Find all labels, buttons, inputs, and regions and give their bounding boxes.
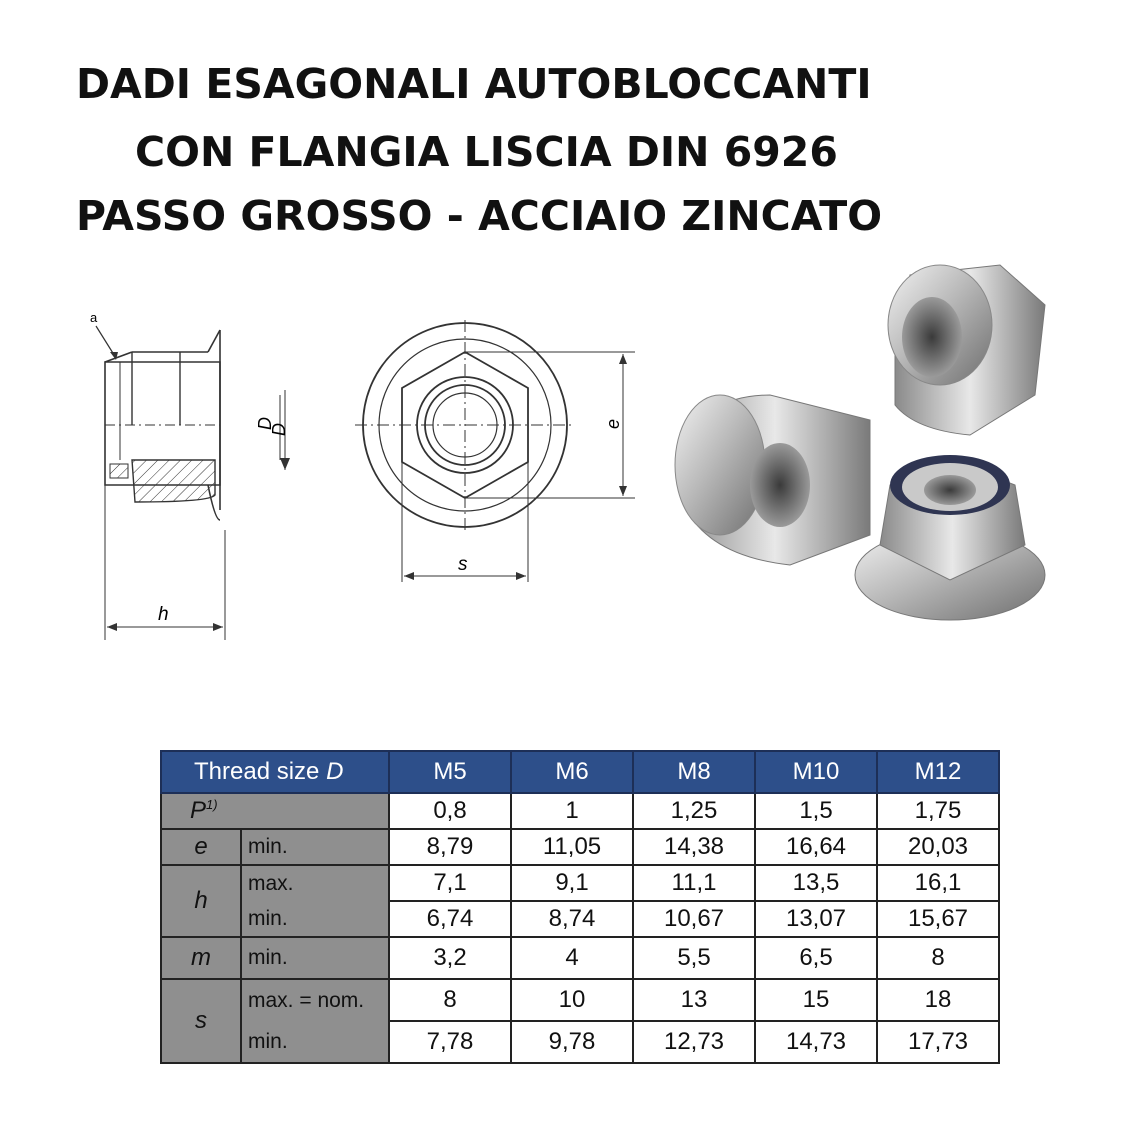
table-cell: 17,73 [877, 1021, 999, 1063]
table-cell: 15 [755, 979, 877, 1021]
table-cell: 10,67 [633, 901, 755, 937]
table-row [161, 829, 999, 865]
symbol-m: m [161, 937, 241, 979]
table-cell: 13 [633, 979, 755, 1021]
header-size: M5 [389, 751, 511, 793]
footnote-mark: 1) [206, 797, 218, 812]
table-cell: 8,79 [389, 829, 511, 865]
table-cell: 11,05 [511, 829, 633, 865]
table-row [161, 937, 999, 979]
table-cell: 1,5 [755, 793, 877, 829]
header-symbol: D [326, 758, 344, 785]
table-row [161, 865, 999, 901]
table-cell: 1,25 [633, 793, 755, 829]
symbol-P: P [190, 797, 207, 824]
nut-nylon [855, 455, 1045, 620]
table-cell: 6,74 [389, 901, 511, 937]
label-e: e [603, 418, 623, 429]
title-line-3: PASSO GROSSO - ACCIAIO ZINCATO [76, 192, 883, 240]
table-cell: 11,1 [633, 865, 755, 901]
front-view-drawing [340, 320, 640, 590]
svg-text:D: D [269, 423, 289, 436]
qualifier: min. [241, 937, 389, 979]
symbol-h: h [161, 865, 241, 937]
table-cell: 8 [877, 937, 999, 979]
table-cell: 9,78 [511, 1021, 633, 1063]
header-size: M6 [511, 751, 633, 793]
title-line-1: DADI ESAGONALI AUTOBLOCCANTI [76, 60, 872, 108]
table-cell: 4 [511, 937, 633, 979]
table-cell: 7,1 [389, 865, 511, 901]
title-line-2: CON FLANGIA LISCIA DIN 6926 [135, 128, 838, 176]
table-cell: 18 [877, 979, 999, 1021]
label-h: h [158, 604, 169, 625]
header-size: M12 [877, 751, 999, 793]
table-cell: 9,1 [511, 865, 633, 901]
table-row [161, 979, 999, 1021]
table-cell: 8,74 [511, 901, 633, 937]
table-cell: 6,5 [755, 937, 877, 979]
table-cell: 13,5 [755, 865, 877, 901]
header-thread-size [161, 751, 389, 793]
symbol-s: s [161, 979, 241, 1063]
nut-top [888, 265, 1045, 435]
table-cell: 1 [511, 793, 633, 829]
nut-left [675, 395, 870, 565]
row-label-P [161, 793, 389, 829]
table-cell: 13,07 [755, 901, 877, 937]
table-cell: 14,73 [755, 1021, 877, 1063]
qualifier: min. [241, 1021, 389, 1063]
table-cell: 16,64 [755, 829, 877, 865]
table-cell: 10 [511, 979, 633, 1021]
table-cell: 15,67 [877, 901, 999, 937]
header-label: Thread size [194, 758, 320, 785]
table-cell: 5,5 [633, 937, 755, 979]
table-cell: 0,8 [389, 793, 511, 829]
label-a: a [90, 310, 98, 325]
side-view-drawing [80, 300, 275, 650]
label-s: s [458, 554, 468, 575]
table-cell: 7,78 [389, 1021, 511, 1063]
header-size: M8 [633, 751, 755, 793]
label-D: D [255, 417, 275, 430]
table-cell: 8 [389, 979, 511, 1021]
table-cell: 14,38 [633, 829, 755, 865]
table-row [161, 901, 999, 937]
symbol-e: e [161, 829, 241, 865]
qualifier: max. [241, 865, 389, 901]
table-row [161, 793, 999, 829]
table-header-row [161, 751, 999, 793]
table-cell: 20,03 [877, 829, 999, 865]
table-cell: 16,1 [877, 865, 999, 901]
table-cell: 1,75 [877, 793, 999, 829]
spec-table [160, 750, 1000, 1064]
header-size: M10 [755, 751, 877, 793]
table-row [161, 1021, 999, 1063]
qualifier: min. [241, 829, 389, 865]
table-cell: 12,73 [633, 1021, 755, 1063]
d-dimension-arrow [270, 390, 300, 480]
product-photo [640, 245, 1080, 675]
qualifier: min. [241, 901, 389, 937]
qualifier: max. = nom. [241, 979, 389, 1021]
table-cell: 3,2 [389, 937, 511, 979]
